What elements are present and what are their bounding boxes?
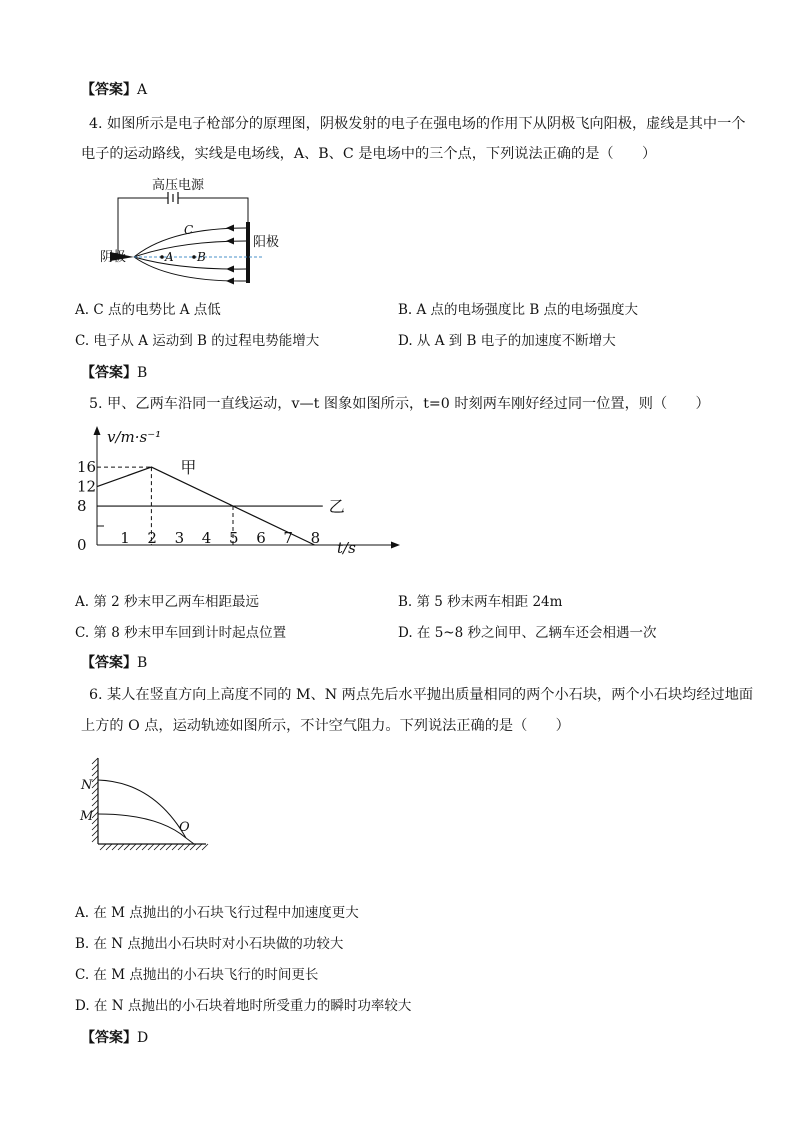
q4-option-c: C. 电子从 A 运动到 B 的过程电势能增大 [75,333,320,349]
q4-option-b: B. A 点的电场强度比 B 点的电场强度大 [398,302,639,318]
x-axis-label: t/s [337,539,356,557]
q6-option-c: C. 在 M 点抛出的小石块飞行的时间更长 [75,967,319,983]
q5-option-b: B. 第 5 秒末两车相距 24m [398,594,563,610]
x-tick-label: 1 [120,529,130,547]
question-4-line-2: 电子的运动路线，实线是电场线，A、B、C 是电场中的三个点，下列说法正确的是（ ） [81,146,657,162]
power-supply-label: 高压电源 [152,178,205,193]
field-arrow [226,225,234,232]
ground-hatching [100,844,208,850]
y-axis-label: v/m·s⁻¹ [107,428,162,446]
answer-value: B [137,365,148,381]
point-a-dot [160,255,164,259]
question-5-line-1: 5. 甲、乙两车沿同一直线运动，v—t 图象如图所示，t=0 时刻两车刚好经过同一位置，则（ ） [89,396,710,412]
answer-value: A [137,82,148,98]
answer-line [81,364,147,382]
x-tick-label: 4 [201,529,212,547]
x-tick-label: 5 [229,529,239,547]
answer-label: 【答案】 [81,655,137,671]
projectile-figure [78,752,218,862]
answer-line [81,81,147,99]
trajectory-m [98,814,186,838]
electron-gun-figure [100,172,400,292]
point-a-label: A [165,250,174,264]
x-tick-label: 3 [174,529,185,547]
question-6-line-1: 6. 某人在竖直方向上高度不同的 M、N 两点先后水平抛出质量相同的两个小石块，两个小石块均经过地面 [89,687,754,703]
vt-chart [70,420,370,570]
field-arrow [226,278,234,285]
field-line [134,241,246,257]
answer-label: 【答案】 [81,365,137,381]
answer-line [81,1029,148,1047]
point-m-label: M [80,809,94,824]
q5-option-d: D. 在 5~8 秒之间甲、乙辆车还会相遇一次 [398,625,657,641]
series-label-2: 乙 [328,497,345,517]
series-label-1: 甲 [180,458,197,478]
point-c-label: C [184,223,194,237]
q6-option-d: D. 在 N 点抛出的小石块着地时所受重力的瞬时功率较大 [75,998,412,1014]
anode-plate [246,222,250,283]
circuit-wire-left [118,198,168,256]
circuit-wire-right [178,198,248,222]
field-arrow [226,238,234,245]
field-arrow [226,266,234,273]
trajectory-end [186,838,194,844]
x-tick-label: 7 [283,529,293,547]
q5-option-a: A. 第 2 秒末甲乙两车相距最远 [75,594,260,610]
wall-hatching [92,758,98,842]
point-o-label: O [179,820,190,835]
y-axis-arrow [94,426,101,435]
answer-line [81,654,147,672]
chart-layer [77,458,345,554]
y-tick-label: 12 [77,477,97,496]
q4-option-d: D. 从 A 到 B 电子的加速度不断增大 [398,333,616,349]
q5-option-c: C. 第 8 秒末甲车回到计时起点位置 [75,625,287,641]
question-4-line-1: 4. 如图所示是电子枪部分的原理图，阴极发射的电子在强电场的作用下从阴极飞向阳极，虚线是其中一个 [89,116,746,132]
q6-option-a: A. 在 M 点抛出的小石块飞行过程中加速度更大 [75,905,359,921]
q6-option-b: B. 在 N 点抛出小石块时对小石块做的功较大 [75,936,344,952]
cathode-label: 阴极 [100,250,127,265]
point-n-label: N [81,778,93,793]
y-tick-label: 0 [77,536,87,554]
point-b-dot [192,255,196,259]
point-b-label: B [197,250,206,264]
q4-option-a: A. C 点的电势比 A 点低 [75,302,221,318]
anode-label: 阳极 [253,235,280,250]
answer-value: B [137,655,148,671]
x-tick-label: 2 [147,529,157,547]
answer-value: D [137,1030,149,1046]
question-6-line-2: 上方的 O 点，运动轨迹如图所示，不计空气阻力。下列说法正确的是（ ） [81,718,570,734]
x-tick-label: 6 [256,529,266,547]
y-tick-label: 8 [77,497,87,516]
field-line [134,257,246,269]
answer-label: 【答案】 [81,82,137,98]
x-axis-arrow [391,542,400,549]
y-tick-label: 16 [77,458,97,477]
answer-label: 【答案】 [81,1030,137,1046]
x-tick-label: 8 [310,529,321,547]
